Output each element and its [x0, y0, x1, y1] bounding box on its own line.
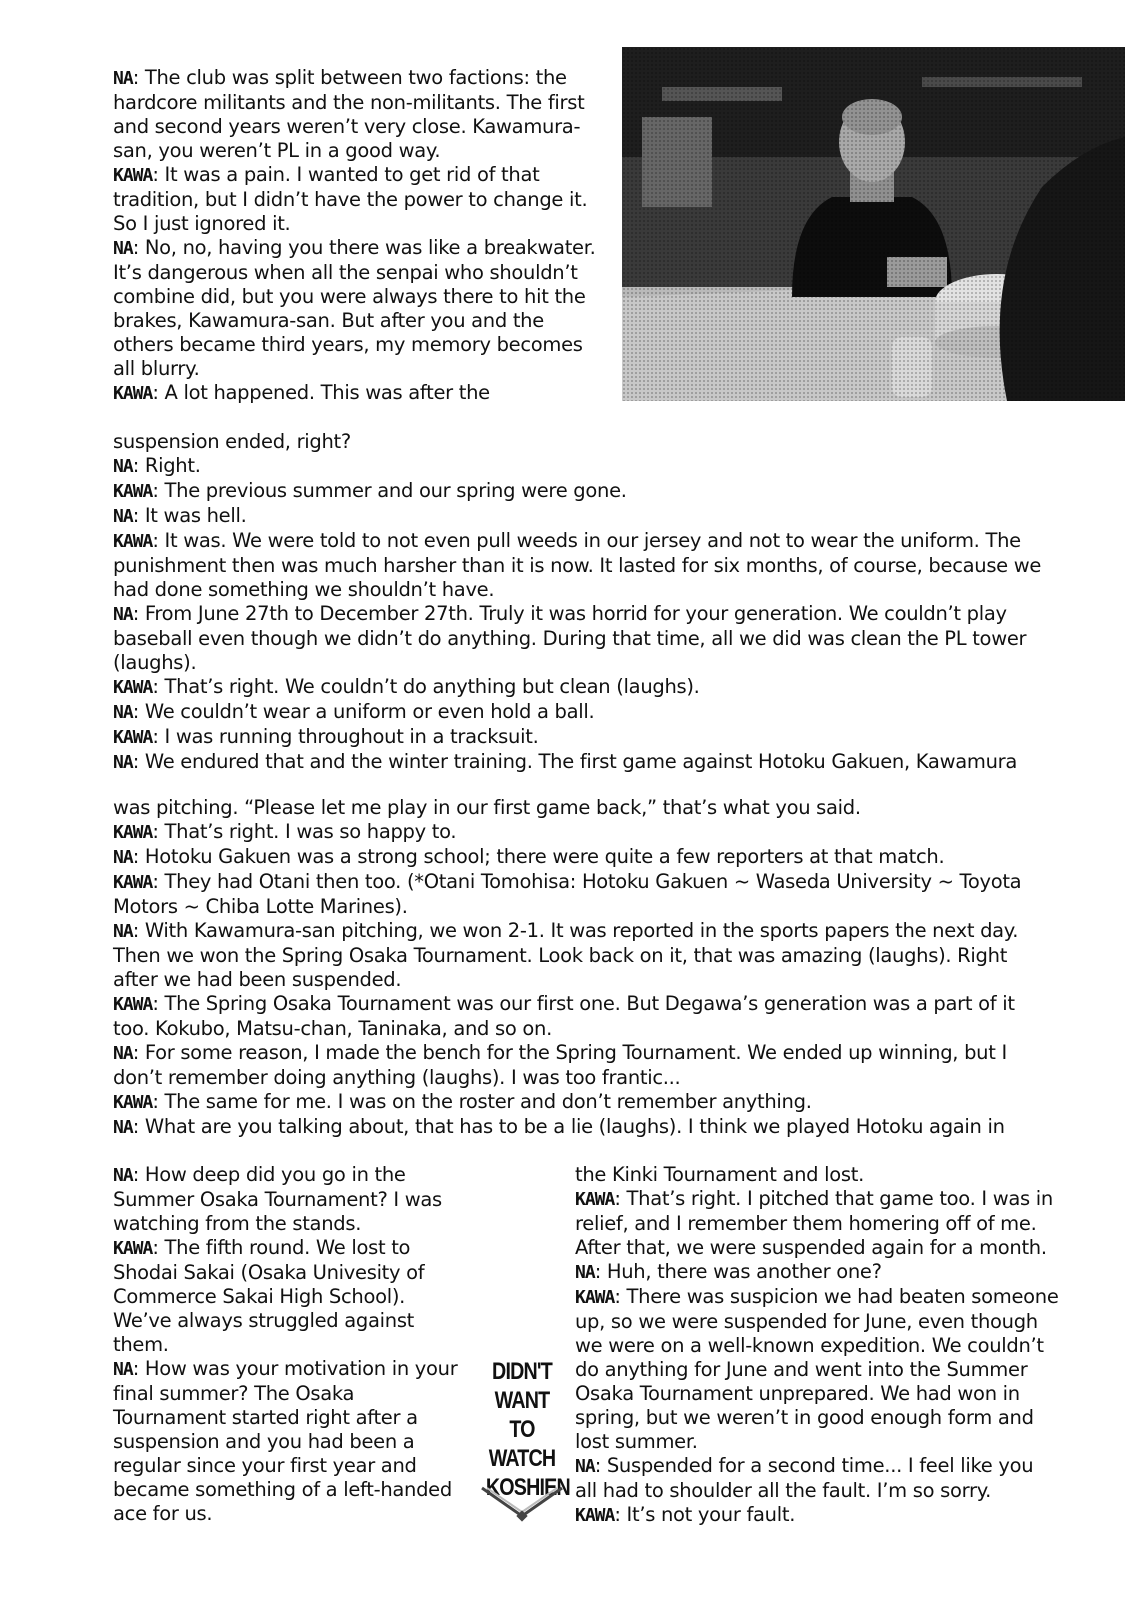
dialogue-line — [113, 1090, 1048, 1115]
speaker-label: KAWA — [113, 1238, 153, 1259]
dialogue-line — [113, 454, 1048, 479]
dialogue-line — [575, 1503, 1060, 1528]
dialogue-text: : With Kawamura-san pitching, we won 2-1. It was reported in the sports papers the next day. Then we won the Spring Osaka Tournament. Look back on it, that was amazing (laughs). Right after we had been suspended. — [113, 919, 1019, 991]
dialogue-text: suspension ended, right? — [113, 430, 351, 453]
baseball-diamond-icon — [478, 1482, 566, 1522]
headline-line: KOSHIEN — [485, 1474, 570, 1501]
speaker-label: NA — [113, 506, 133, 527]
dialogue-line — [113, 700, 1048, 725]
dialogue-text: : We endured that and the winter training. The first game against Hotoku Gakuen, Kawamura — [132, 750, 1017, 773]
dialogue-line — [113, 919, 1048, 992]
speaker-label: KAWA — [113, 727, 153, 748]
dialogue-line — [113, 725, 1048, 750]
dialogue-line — [113, 820, 1048, 845]
dialogue-text: : Right. — [132, 454, 201, 477]
speaker-label: KAWA — [575, 1287, 615, 1308]
dialogue-line — [113, 675, 1048, 700]
dialogue-text: : The previous summer and our spring were gone. — [152, 479, 627, 502]
speaker-label: KAWA — [113, 165, 153, 186]
dialogue-line — [113, 430, 1048, 454]
speaker-label: NA — [575, 1456, 595, 1477]
headline-line: DIDN'T — [492, 1358, 552, 1385]
text-block-wide-1 — [113, 430, 1048, 775]
speaker-label: NA — [113, 68, 133, 89]
dialogue-text: : Hotoku Gakuen was a strong school; there were quite a few reporters at that match. — [132, 845, 945, 868]
dialogue-text: : The Spring Osaka Tournament was our first one. But Degawa’s generation was a part of it too. Kokubo, Matsu-chan, Taninaka, and so on. — [113, 992, 1015, 1040]
speaker-label: KAWA — [575, 1189, 615, 1210]
dialogue-text: : How deep did you go in the Summer Osaka Tournament? I was watching from the stands. — [113, 1163, 442, 1235]
speaker-label: NA — [113, 847, 133, 868]
dialogue-text: : There was suspicion we had beaten someone up, so we were suspended for June, even though we were on a well-known expedition. We couldn’t do anything for June and went into the Summer Osaka Tournament unprepared. We had won in spring, but we weren’t in good enough form and lost summer. — [575, 1285, 1059, 1453]
dialogue-line — [113, 1236, 465, 1357]
dialogue-line — [113, 479, 1048, 504]
dialogue-line — [113, 602, 1048, 675]
dialogue-line — [113, 529, 1048, 602]
dialogue-text: : It was hell. — [132, 504, 247, 527]
dialogue-line — [113, 845, 1048, 870]
pull-quote-headline — [485, 1357, 570, 1502]
speaker-label: KAWA — [113, 383, 153, 404]
dialogue-text: : For some reason, I made the bench for the Spring Tournament. We ended up winning, but I don’t remember doing anything (laughs). I was too frantic... — [113, 1041, 1007, 1089]
dialogue-line — [575, 1163, 1060, 1187]
dialogue-text: was pitching. “Please let me play in our first game back,” that’s what you said. — [113, 796, 861, 819]
dialogue-line — [113, 750, 1048, 775]
speaker-label: NA — [113, 238, 133, 259]
speaker-label: NA — [113, 921, 133, 942]
speaker-label: NA — [113, 1043, 133, 1064]
speaker-label: NA — [113, 456, 133, 477]
dialogue-line — [113, 1357, 465, 1526]
dialogue-line — [575, 1187, 1060, 1260]
speaker-label: KAWA — [113, 531, 153, 552]
speaker-label: KAWA — [113, 872, 153, 893]
speaker-label: NA — [113, 1117, 133, 1138]
dialogue-line — [575, 1260, 1060, 1285]
text-block-bottom-left — [113, 1163, 465, 1526]
text-block-top-left — [113, 66, 605, 406]
speaker-label: KAWA — [113, 677, 153, 698]
speaker-label: NA — [113, 752, 133, 773]
interview-photo — [622, 47, 1125, 401]
speaker-label: NA — [113, 702, 133, 723]
dialogue-line — [575, 1454, 1060, 1503]
dialogue-text: : Huh, there was another one? — [594, 1260, 882, 1283]
speaker-label: NA — [113, 1359, 133, 1380]
dialogue-text: : How was your motivation in your final summer? The Osaka Tournament started right after a suspension and you had been a regular since your first year and became something of a left-handed ace for us. — [113, 1357, 458, 1525]
dialogue-text: : The same for me. I was on the roster and don’t remember anything. — [152, 1090, 812, 1113]
dialogue-line — [113, 381, 605, 406]
dialogue-text: : That’s right. We couldn’t do anything but clean (laughs). — [152, 675, 700, 698]
speaker-label: KAWA — [113, 822, 153, 843]
speaker-label: NA — [113, 604, 133, 625]
dialogue-text: : The club was split between two factions: the hardcore militants and the non-militants. The first and second years weren’t very close. Kawamura-san, you weren’t PL in a good way. — [113, 66, 585, 162]
dialogue-line — [113, 66, 605, 163]
dialogue-text: : It was. We were told to not even pull weeds in our jersey and not to wear the uniform. The punishment then was much harsher than it is now. It lasted for six months, of course, because we had done something we shouldn’t have. — [113, 529, 1042, 601]
dialogue-text: : No, no, having you there was like a breakwater. It’s dangerous when all the senpai who shouldn’t combine did, but you were always there to hit the brakes, Kawamura-san. But after you and the others became third years, my memory becomes all blurry. — [113, 236, 596, 380]
speaker-label: KAWA — [113, 994, 153, 1015]
speaker-label: KAWA — [113, 1092, 153, 1113]
dialogue-line — [113, 870, 1048, 919]
dialogue-text: : What are you talking about, that has to be a lie (laughs). I think we played Hotoku again in — [132, 1115, 1005, 1138]
dialogue-line — [113, 504, 1048, 529]
dialogue-text: : We couldn’t wear a uniform or even hold a ball. — [132, 700, 595, 723]
dialogue-text: : I was running throughout in a tracksuit. — [152, 725, 539, 748]
dialogue-line — [113, 796, 1048, 820]
dialogue-line — [575, 1285, 1060, 1454]
dialogue-line — [113, 1163, 465, 1236]
text-block-bottom-right — [575, 1163, 1060, 1528]
speaker-label: NA — [113, 1165, 133, 1186]
dialogue-text: : Suspended for a second time... I feel like you all had to shoulder all the fault. I’m so sorry. — [575, 1454, 1034, 1502]
headline-line: WATCH — [488, 1445, 556, 1472]
dialogue-line — [113, 992, 1048, 1041]
dialogue-text: : From June 27th to December 27th. Truly it was horrid for your generation. We couldn’t play baseball even though we didn’t do anything. During that time, all we did was clean the PL tower (laughs). — [113, 602, 1027, 674]
dialogue-line — [113, 163, 605, 236]
dialogue-text: : They had Otani then too. (*Otani Tomohisa: Hotoku Gakuen ~ Waseda University ~ Toyota Motors ~ Chiba Lotte Marines). — [113, 870, 1022, 918]
dialogue-text: the Kinki Tournament and lost. — [575, 1163, 864, 1186]
speaker-label: KAWA — [113, 481, 153, 502]
speaker-label: NA — [575, 1262, 595, 1283]
dialogue-line — [113, 1041, 1048, 1090]
dialogue-text: : That’s right. I was so happy to. — [152, 820, 457, 843]
speaker-label: KAWA — [575, 1505, 615, 1526]
dialogue-text: : That’s right. I pitched that game too. I was in relief, and I remember them homering off of me. After that, we were suspended again for a month. — [575, 1187, 1053, 1259]
text-block-wide-2 — [113, 796, 1048, 1140]
dialogue-text: : It’s not your fault. — [614, 1503, 796, 1526]
headline-line: WANT TO — [494, 1387, 550, 1443]
dialogue-text: : It was a pain. I wanted to get rid of that tradition, but I didn’t have the power to change it. So I just ignored it. — [113, 163, 588, 235]
dialogue-line — [113, 1115, 1048, 1140]
dialogue-text: : The fifth round. We lost to Shodai Sakai (Osaka Univesity of Commerce Sakai High School). We’ve always struggled against them. — [113, 1236, 425, 1356]
dialogue-line — [113, 236, 605, 381]
dialogue-text: : A lot happened. This was after the — [152, 381, 490, 404]
